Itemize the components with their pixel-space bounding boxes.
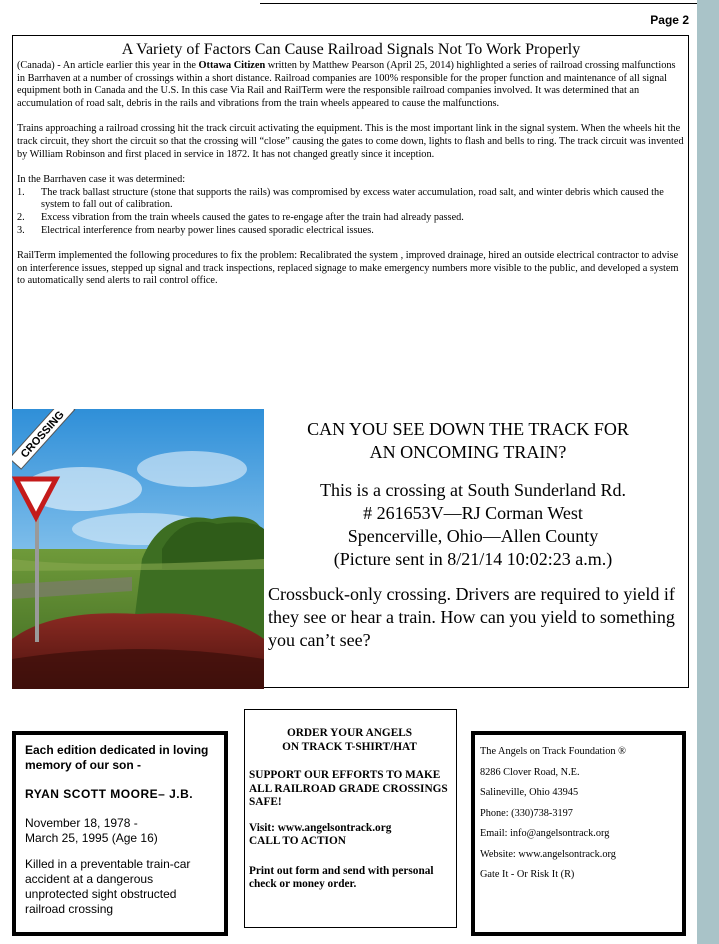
order-title-2: ON TRACK T-SHIRT/HAT (282, 740, 417, 753)
list-item (17, 225, 685, 238)
header-rule (260, 3, 697, 4)
newspaper-name: Ottawa Citizen (198, 60, 266, 71)
question-line-1: CAN YOU SEE DOWN THE TRACK FOR (307, 419, 629, 439)
article-paragraph-1 (17, 60, 685, 110)
article-p1-start: (Canada) - An article earlier this year in the (17, 60, 199, 71)
crossing-number: # 261653V—RJ Corman West (363, 503, 583, 523)
crossing-photo-drawing (12, 409, 264, 689)
findings-list (17, 187, 685, 237)
crossing-question (266, 418, 690, 464)
memorial-born: November 18, 1978 - (25, 816, 138, 830)
crossing-road: This is a crossing at South Sunderland Rd. (320, 480, 626, 500)
crossing-photo (12, 409, 264, 689)
page-side-bar (697, 0, 719, 944)
memorial-description: Killed in a preventable train-car accident at a dangerous unprotected sight obstructed railroad crossing (25, 857, 191, 916)
picture-date: (Picture sent in 8/21/14 10:02:23 a.m.) (333, 549, 613, 569)
foundation-phone: Phone: (330)738-3197 (480, 807, 573, 819)
list-item-number: 2. (17, 211, 25, 223)
order-title-1: ORDER YOUR ANGELS (286, 727, 413, 739)
memorial-dedication: Each edition dedicated in loving memory of our son - (25, 743, 209, 772)
article-paragraph-4: RailTerm implemented the following procedures to fix the problem: Recalibrated the system , improved drainage, hired an outside electrical contractor to advise on interference issues, stepped up signal and track inspections, replaced signage to make emergency numbers more visible to the public, and developed a system to automatically send alerts to rail control office. (17, 250, 679, 287)
order-website-link[interactable]: Visit: www.angelsontrack.org (249, 821, 392, 834)
order-box (244, 709, 457, 928)
foundation-name: The Angels on Track Foundation ® (480, 746, 626, 757)
article-p1-rest: written by Matthew Pearson (April 25, 2014) highlighted a series of railroad crossing malfunctions in Barrhaven at a number of crossings within a short distance. Railroad companies are 100% responsible for the proper function and maintenance of all signal equipment both in Canada and the U.S. In this case Via Rail and RailTerm were the responsible railroad companies involved. It was determined that an accumulation of road salt, debris in the rails and vibrations from the train wheels appeared to cause the malfunctions. (17, 60, 676, 109)
crossing-info (266, 418, 690, 652)
foundation-box (471, 731, 686, 936)
foundation-address: 8286 Clover Road, N.E. (480, 766, 580, 778)
memorial-died: March 25, 1995 (Age 16) (25, 831, 158, 845)
foundation-email-link[interactable]: Email: info@angelsontrack.org (480, 828, 610, 839)
order-print-instructions: Print out form and send with personal check or money order. (249, 864, 434, 890)
list-item (17, 187, 685, 212)
crossing-body: Crossbuck-only crossing. Drivers are required to yield if they see or hear a train. How can you yield to something you can’t see? (268, 584, 675, 650)
crossing-location (266, 479, 690, 571)
article-title: A Variety of Factors Can Cause Railroad Signals Not To Work Properly (121, 41, 581, 58)
list-item-number: 3. (17, 224, 25, 236)
article-list-intro: In the Barrhaven case it was determined: (17, 174, 186, 186)
foundation-website-link[interactable]: Website: www.angelsontrack.org (480, 848, 616, 860)
article-text (17, 41, 685, 301)
page-number: Page 2 (650, 13, 689, 27)
order-call-to-action: CALL TO ACTION (249, 835, 346, 847)
list-item (17, 212, 685, 225)
article-paragraph-2: Trains approaching a railroad crossing hit the track circuit activating the equipment. This is the most important link in the signal system. When the wheels hit the track circuit, they short the circuit so that the crossing will “close” causing the gates to come down, lights to flash and bells to ring. The track circuit was invented by William Robinson and first placed in service in 1872. It has not changed greatly since it inception. (17, 123, 684, 160)
crossing-county: Spencerville, Ohio—Allen County (347, 526, 599, 546)
crossbuck-sign-text: CROSSING (18, 409, 67, 461)
list-item-text: Excess vibration from the train wheels caused the gates to re-engage after the train had already passed. (41, 211, 464, 223)
memorial-box (12, 731, 228, 936)
memorial-name: RYAN SCOTT MOORE– J.B. (25, 787, 194, 801)
order-support: SUPPORT OUR EFFORTS TO MAKE ALL RAILROAD GRADE CROSSINGS SAFE! (249, 769, 448, 808)
list-item-text: Electrical interference from nearby power lines caused sporadic electrical issues. (41, 224, 374, 236)
list-item-number: 1. (17, 186, 25, 198)
question-line-2: AN ONCOMING TRAIN? (369, 442, 567, 462)
foundation-city: Salineville, Ohio 43945 (480, 787, 579, 798)
foundation-slogan: Gate It - Or Risk It (R) (480, 869, 575, 880)
list-item-text: The track ballast structure (stone that supports the rails) was compromised by excess water accumulation, road salt, and winter debris which caused the system to fall out of calibration. (41, 186, 664, 211)
